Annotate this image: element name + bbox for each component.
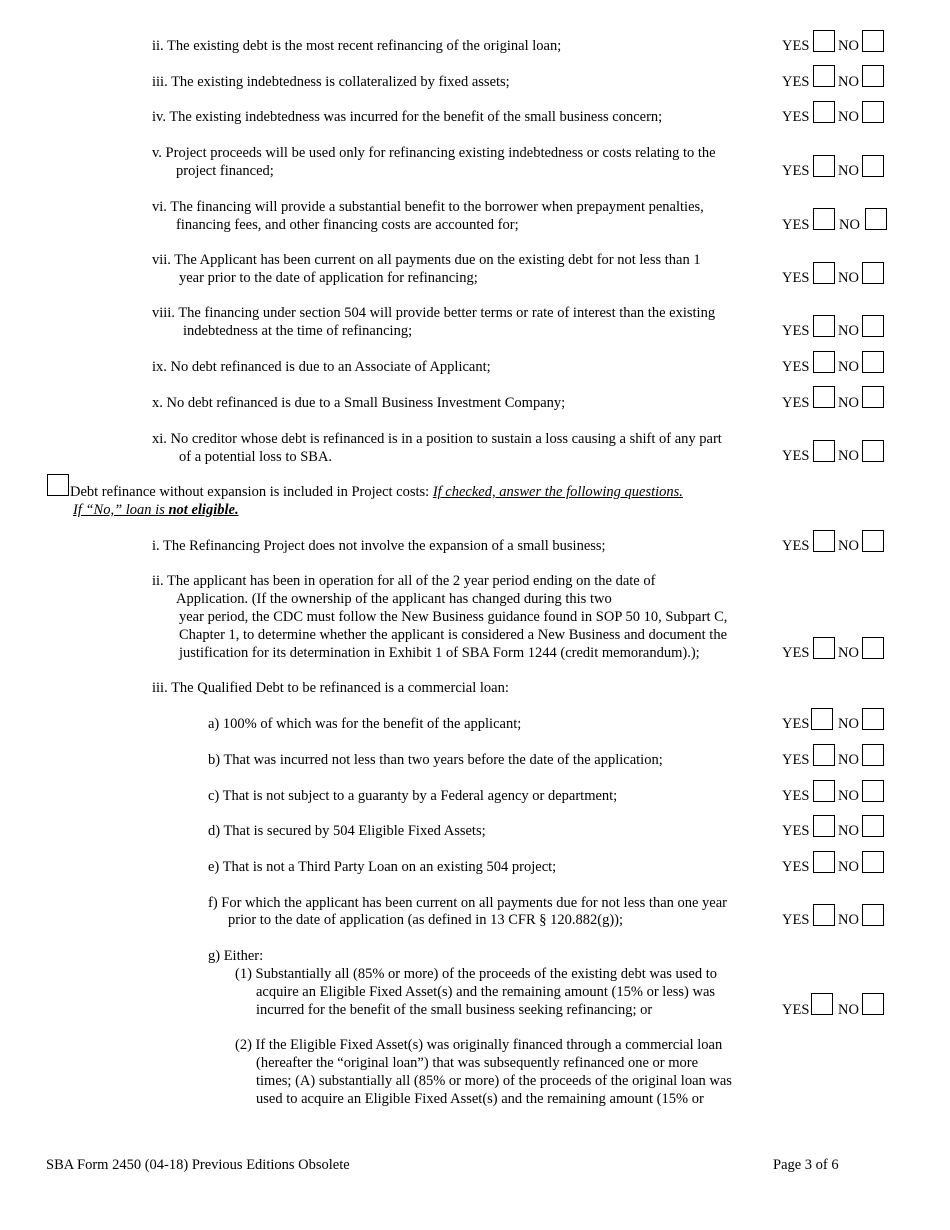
yes-label: YES [782, 323, 810, 339]
yes-checkbox[interactable] [813, 315, 835, 337]
question-a-xi: xi. No creditor whose debt is refinanced is in a position to sustain a loss causing a shift of any part [152, 431, 722, 447]
no-checkbox[interactable] [862, 30, 884, 52]
question-a-iii: iii. The existing indebtedness is collateralized by fixed assets; [152, 74, 510, 90]
question-a-vii: vii. The Applicant has been current on all payments due on the existing debt for not less than 1 [152, 252, 701, 268]
yes-label: YES [782, 823, 810, 839]
question-b-ii-line3: year period, the CDC must follow the New Business guidance found in SOP 50 10, Subpart C, [179, 609, 728, 625]
no-checkbox[interactable] [862, 851, 884, 873]
subitem-g2: (2) If the Eligible Fixed Asset(s) was originally financed through a commercial loan [235, 1037, 723, 1053]
question-b-ii-line5: justification for its determination in Exhibit 1 of SBA Form 1244 (credit memorandum).); [179, 645, 700, 661]
subitem-c: c) That is not subject to a guaranty by a Federal agency or department; [208, 788, 618, 804]
question-a-viii-line2: indebtedness at the time of refinancing; [183, 323, 413, 339]
yes-label: YES [782, 163, 810, 179]
no-label: NO [839, 217, 860, 233]
no-label: NO [838, 912, 859, 928]
subitem-e: e) That is not a Third Party Loan on an existing 504 project; [208, 859, 557, 875]
yes-label: YES [782, 752, 810, 768]
footer-form-id: SBA Form 2450 (04-18) Previous Editions Obsolete [46, 1157, 350, 1173]
no-checkbox[interactable] [862, 386, 884, 408]
yes-checkbox[interactable] [813, 208, 835, 230]
subitem-g1-line3: incurred for the benefit of the small business seeking refinancing; or [256, 1002, 653, 1018]
yes-label: YES [782, 788, 810, 804]
no-checkbox[interactable] [862, 815, 884, 837]
question-a-viii: viii. The financing under section 504 will provide better terms or rate of interest than the existing [152, 305, 716, 321]
yes-checkbox[interactable] [813, 744, 835, 766]
no-checkbox[interactable] [862, 101, 884, 123]
subitem-g: g) Either: [208, 948, 264, 964]
subitem-d: d) That is secured by 504 Eligible Fixed Assets; [208, 823, 486, 839]
no-label: NO [838, 109, 859, 125]
no-label: NO [838, 788, 859, 804]
question-a-iv: iv. The existing indebtedness was incurred for the benefit of the small business concern; [152, 109, 663, 125]
yes-label: YES [782, 217, 810, 233]
yes-checkbox[interactable] [813, 155, 835, 177]
yes-checkbox[interactable] [813, 386, 835, 408]
yes-checkbox[interactable] [813, 262, 835, 284]
debt-refinance-label: Debt refinance without expansion is included in Project costs: If checked, answer the following questions. [70, 484, 683, 500]
no-label: NO [838, 74, 859, 90]
no-checkbox[interactable] [862, 315, 884, 337]
question-a-vii-line2: year prior to the date of application for refinancing; [179, 270, 478, 286]
question-a-vi: vi. The financing will provide a substantial benefit to the borrower when prepayment penalties, [152, 199, 704, 215]
debt-refinance-note: If “No,” loan is not eligible. [73, 502, 239, 518]
yes-label: YES [782, 270, 810, 286]
yes-checkbox[interactable] [813, 904, 835, 926]
no-label: NO [838, 359, 859, 375]
no-label: NO [838, 823, 859, 839]
yes-label: YES [782, 359, 810, 375]
question-a-v: v. Project proceeds will be used only for refinancing existing indebtedness or costs relating to the [152, 145, 716, 161]
subitem-g1-line2: acquire an Eligible Fixed Asset(s) and the remaining amount (15% or less) was [256, 984, 716, 1000]
no-checkbox[interactable] [862, 780, 884, 802]
question-a-xi-line2: of a potential loss to SBA. [179, 449, 333, 465]
yes-checkbox[interactable] [813, 351, 835, 373]
yes-label: YES [782, 538, 810, 554]
no-checkbox[interactable] [862, 351, 884, 373]
yes-checkbox[interactable] [813, 101, 835, 123]
no-checkbox[interactable] [862, 440, 884, 462]
yes-label: YES [782, 645, 810, 661]
no-label: NO [838, 323, 859, 339]
yes-checkbox[interactable] [813, 440, 835, 462]
question-a-v-line2: project financed; [176, 163, 274, 179]
question-a-vi-line2: financing fees, and other financing costs are accounted for; [176, 217, 519, 233]
yes-checkbox[interactable] [813, 780, 835, 802]
no-checkbox[interactable] [862, 993, 884, 1015]
yes-checkbox[interactable] [811, 993, 833, 1015]
subitem-b: b) That was incurred not less than two years before the date of the application; [208, 752, 663, 768]
footer-page-number: Page 3 of 6 [773, 1157, 839, 1173]
question-a-ix: ix. No debt refinanced is due to an Associate of Applicant; [152, 359, 491, 375]
yes-checkbox[interactable] [813, 815, 835, 837]
no-checkbox[interactable] [862, 155, 884, 177]
no-checkbox[interactable] [865, 208, 887, 230]
yes-label: YES [782, 448, 810, 464]
no-label: NO [838, 859, 859, 875]
yes-checkbox[interactable] [813, 637, 835, 659]
no-label: NO [838, 752, 859, 768]
no-label: NO [838, 716, 859, 732]
no-label: NO [838, 270, 859, 286]
yes-label: YES [782, 716, 810, 732]
no-label: NO [838, 395, 859, 411]
question-a-x: x. No debt refinanced is due to a Small Business Investment Company; [152, 395, 566, 411]
no-label: NO [838, 38, 859, 54]
yes-label: YES [782, 109, 810, 125]
question-a-ii: ii. The existing debt is the most recent refinancing of the original loan; [152, 38, 562, 54]
question-b-iii: iii. The Qualified Debt to be refinanced is a commercial loan: [152, 680, 509, 696]
no-label: NO [838, 645, 859, 661]
no-label: NO [838, 448, 859, 464]
yes-checkbox[interactable] [813, 65, 835, 87]
subitem-g2-line4: used to acquire an Eligible Fixed Asset(s) and the remaining amount (15% or [256, 1091, 704, 1107]
debt-refinance-checkbox[interactable] [47, 474, 69, 496]
yes-label: YES [782, 74, 810, 90]
no-checkbox[interactable] [862, 744, 884, 766]
yes-checkbox[interactable] [813, 30, 835, 52]
no-checkbox[interactable] [862, 637, 884, 659]
no-checkbox[interactable] [862, 530, 884, 552]
no-label: NO [838, 538, 859, 554]
subitem-g2-line2: (hereafter the “original loan”) that was subsequently refinanced one or more [256, 1055, 699, 1071]
no-label: NO [838, 163, 859, 179]
subitem-f-line2: prior to the date of application (as defined in 13 CFR § 120.882(g)); [228, 912, 624, 928]
yes-label: YES [782, 912, 810, 928]
subitem-a: a) 100% of which was for the benefit of the applicant; [208, 716, 522, 732]
yes-label: YES [782, 1002, 810, 1018]
yes-checkbox[interactable] [813, 530, 835, 552]
no-label: NO [838, 1002, 859, 1018]
no-checkbox[interactable] [862, 262, 884, 284]
subitem-f: f) For which the applicant has been current on all payments due for not less than one year [208, 895, 728, 911]
question-b-ii: ii. The applicant has been in operation for all of the 2 year period ending on the date of [152, 573, 656, 589]
subitem-g2-line3: times; (A) substantially all (85% or more) of the proceeds of the original loan was [256, 1073, 732, 1089]
no-checkbox[interactable] [862, 708, 884, 730]
question-b-ii-line4: Chapter 1, to determine whether the applicant is considered a New Business and document the [179, 627, 728, 643]
no-checkbox[interactable] [862, 904, 884, 926]
yes-label: YES [782, 395, 810, 411]
no-checkbox[interactable] [862, 65, 884, 87]
yes-checkbox[interactable] [811, 708, 833, 730]
yes-label: YES [782, 859, 810, 875]
question-b-ii-line2: Application. (If the ownership of the applicant has changed during this two [176, 591, 612, 607]
yes-label: YES [782, 38, 810, 54]
subitem-g1: (1) Substantially all (85% or more) of the proceeds of the existing debt was used to [235, 966, 718, 982]
question-b-i: i. The Refinancing Project does not involve the expansion of a small business; [152, 538, 606, 554]
yes-checkbox[interactable] [813, 851, 835, 873]
